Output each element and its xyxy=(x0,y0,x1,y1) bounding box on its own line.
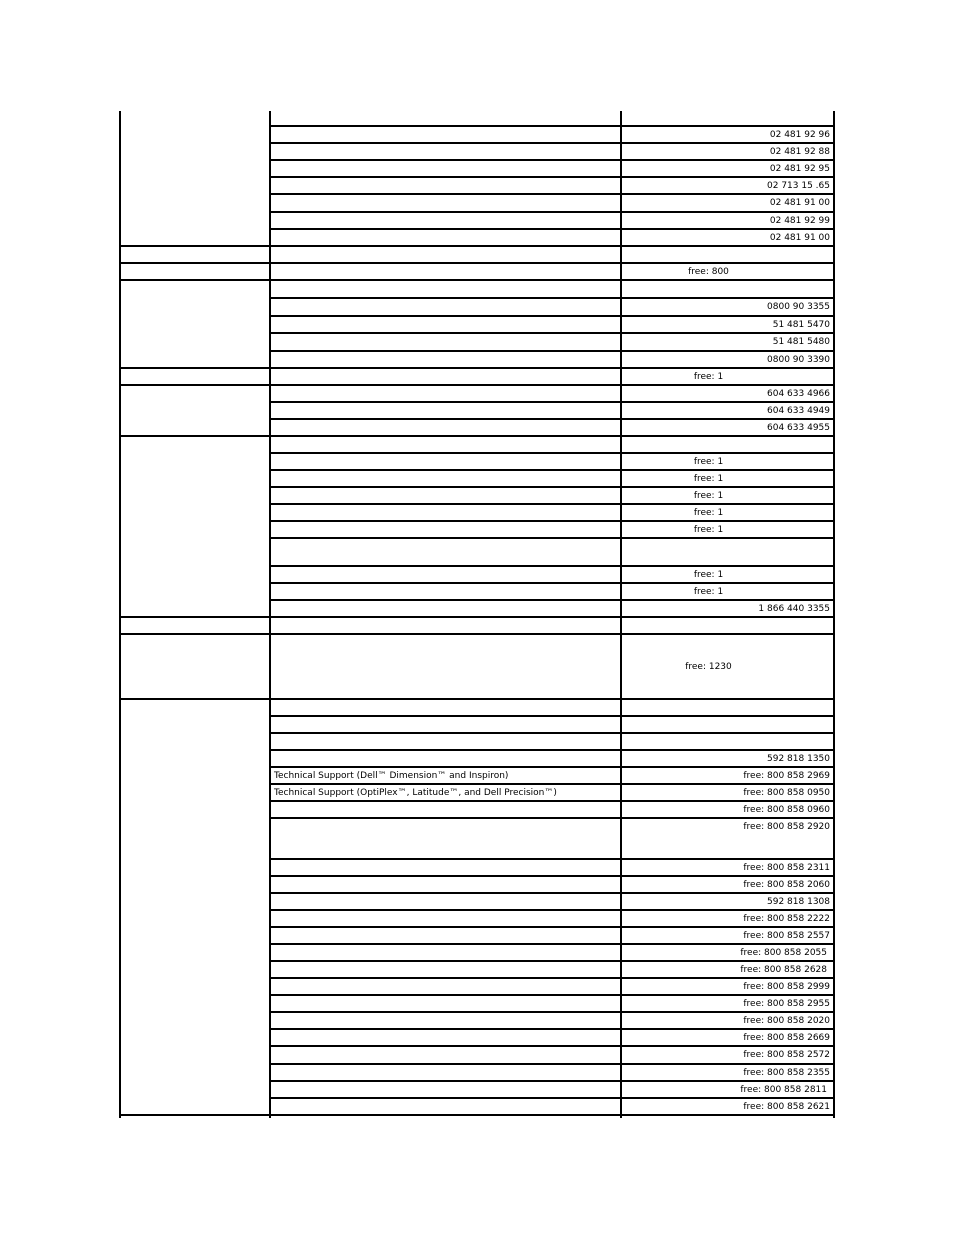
row-rule xyxy=(269,858,835,860)
phone-number: free: 1 xyxy=(693,491,724,501)
phone-number: free: 800 858 2311 xyxy=(743,863,830,873)
service-description: Technical Support (OptiPlex™, Latitude™, and Dell Precision™) xyxy=(274,788,557,798)
phone-number: free: 1 xyxy=(693,570,724,580)
phone-number: free: 800 858 2222 xyxy=(743,914,830,924)
phone-number: 02 481 92 99 xyxy=(769,216,830,226)
row-rule xyxy=(269,142,835,144)
phone-number: free: 1230 xyxy=(685,662,732,672)
row-rule xyxy=(269,315,835,317)
row-rule xyxy=(269,350,835,352)
phone-number: free: 800 858 2020 xyxy=(743,1016,830,1026)
row-rule xyxy=(269,892,835,894)
row-rule xyxy=(119,245,835,247)
phone-number: free: 800 858 2628 xyxy=(740,965,827,975)
row-rule xyxy=(269,176,835,178)
phone-number: 02 481 92 96 xyxy=(769,130,830,140)
row-rule xyxy=(269,193,835,195)
phone-number: free: 1 xyxy=(693,508,724,518)
service-description: Technical Support (Dell™ Dimension™ and Inspiron) xyxy=(274,771,509,781)
row-rule xyxy=(119,633,835,635)
phone-number: free: 800 858 2621 xyxy=(743,1102,830,1112)
row-rule xyxy=(269,520,835,522)
row-rule xyxy=(269,297,835,299)
row-rule xyxy=(269,1045,835,1047)
row-rule xyxy=(269,1080,835,1082)
row-rule xyxy=(269,486,835,488)
phone-number: free: 1 xyxy=(693,525,724,535)
row-rule xyxy=(269,960,835,962)
row-rule xyxy=(269,125,835,127)
phone-number: free: 800 xyxy=(688,267,729,277)
row-rule xyxy=(269,159,835,161)
phone-number: 604 633 4949 xyxy=(767,406,830,416)
phone-number: free: 800 858 2572 xyxy=(743,1050,830,1060)
phone-number: 0800 90 3390 xyxy=(767,355,830,365)
row-rule xyxy=(269,537,835,539)
row-rule xyxy=(119,384,835,386)
phone-number: free: 800 858 2811 xyxy=(740,1085,827,1095)
row-rule xyxy=(269,817,835,819)
row-rule xyxy=(269,994,835,996)
row-rule xyxy=(269,749,835,751)
row-rule xyxy=(269,943,835,945)
phone-number: 02 481 92 95 xyxy=(769,164,830,174)
phone-number: free: 800 858 2055 xyxy=(740,948,827,958)
phone-number: free: 1 xyxy=(693,474,724,484)
phone-number: 1 866 440 3355 xyxy=(758,604,830,614)
phone-number: 604 633 4966 xyxy=(767,389,830,399)
phone-number: 02 481 91 00 xyxy=(769,233,830,243)
row-rule xyxy=(119,616,835,618)
phone-number: free: 800 858 2669 xyxy=(743,1033,830,1043)
phone-number: 0800 90 3355 xyxy=(767,302,830,312)
phone-number: 02 481 91 00 xyxy=(769,198,830,208)
row-rule xyxy=(269,977,835,979)
row-rule xyxy=(269,1028,835,1030)
row-rule xyxy=(269,211,835,213)
row-rule xyxy=(119,1114,835,1116)
phone-number: 02 481 92 88 xyxy=(769,147,830,157)
row-rule xyxy=(269,469,835,471)
row-rule xyxy=(119,698,835,700)
phone-number: 02 713 15 .65 xyxy=(767,181,830,191)
row-rule xyxy=(119,279,835,281)
row-rule xyxy=(269,732,835,734)
phone-number: free: 1 xyxy=(693,587,724,597)
phone-number: 592 818 1350 xyxy=(767,754,830,764)
row-rule xyxy=(269,228,835,230)
row-rule xyxy=(269,503,835,505)
row-rule xyxy=(269,1097,835,1099)
phone-number: free: 800 858 2969 xyxy=(743,771,830,781)
phone-number: free: 800 858 0960 xyxy=(743,805,830,815)
row-rule xyxy=(269,418,835,420)
phone-number: free: 800 858 2355 xyxy=(743,1068,830,1078)
phone-number: 604 633 4955 xyxy=(767,423,830,433)
row-rule xyxy=(269,783,835,785)
phone-number: free: 800 858 2920 xyxy=(743,822,830,832)
phone-number: free: 800 858 2060 xyxy=(743,880,830,890)
row-rule xyxy=(269,452,835,454)
phone-number: free: 800 858 2557 xyxy=(743,931,830,941)
row-rule xyxy=(269,599,835,601)
row-rule xyxy=(269,909,835,911)
row-rule xyxy=(269,766,835,768)
row-rule xyxy=(269,800,835,802)
phone-number: free: 1 xyxy=(693,457,724,467)
row-rule xyxy=(119,435,835,437)
row-rule xyxy=(269,926,835,928)
row-rule xyxy=(269,715,835,717)
phone-number: free: 800 858 2999 xyxy=(743,982,830,992)
row-rule xyxy=(269,875,835,877)
row-rule xyxy=(269,582,835,584)
row-rule xyxy=(269,565,835,567)
phone-number: 51 481 5470 xyxy=(772,320,830,330)
phone-number: free: 800 858 0950 xyxy=(743,788,830,798)
phone-number: 51 481 5480 xyxy=(772,337,830,347)
row-rule xyxy=(119,367,835,369)
row-rule xyxy=(269,1011,835,1013)
phone-number: 592 818 1308 xyxy=(767,897,830,907)
phone-number: free: 800 858 2955 xyxy=(743,999,830,1009)
row-rule xyxy=(269,332,835,334)
row-rule xyxy=(269,1063,835,1065)
phone-number: free: 1 xyxy=(693,372,724,382)
row-rule xyxy=(119,262,835,264)
row-rule xyxy=(269,401,835,403)
